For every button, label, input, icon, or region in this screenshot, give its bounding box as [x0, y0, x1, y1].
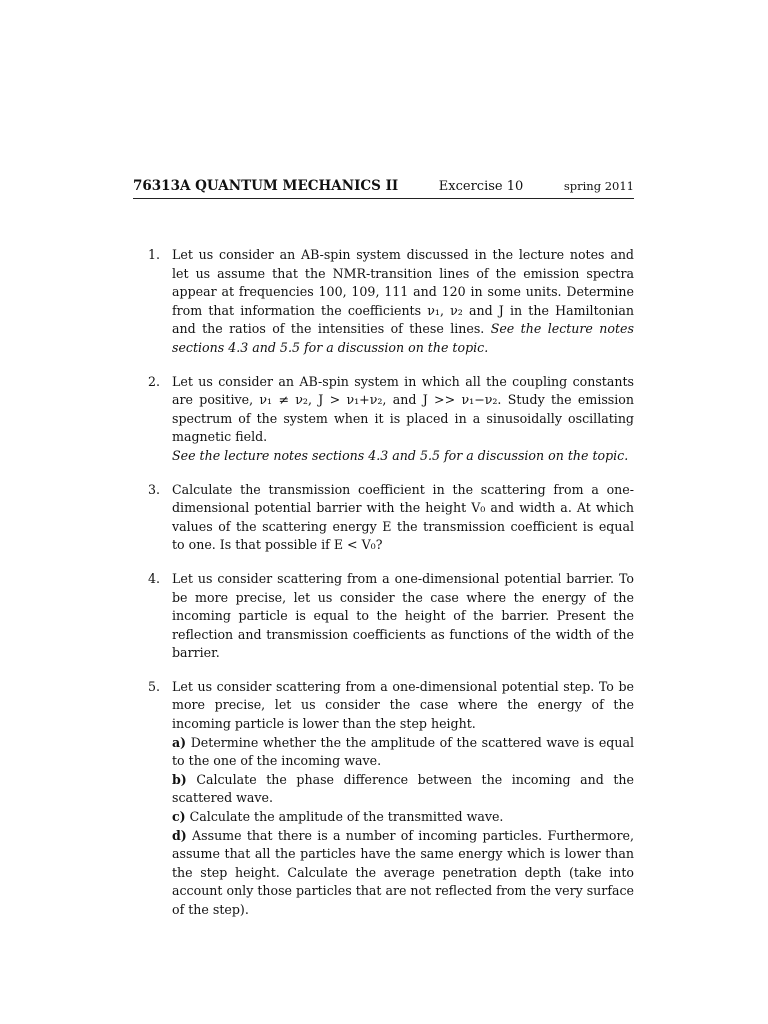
problem-1 — [148, 246, 634, 358]
subpart-label: a) — [172, 734, 187, 750]
problem-text: Let us consider scattering from a one-dimensional potential barrier. To be more precise, let us consider the case where the energy of the incoming particle is equal to the height of the barrier. Present the reflection and transmission coefficients as functions of the width of the barrier. — [172, 570, 634, 661]
excercise-number: Excercise 10 — [438, 179, 524, 194]
problem-text: Let us consider scattering from a one-dimensional potential step. To be more precise, let us consider the case where the energy of the incoming particle is lower than the step height. — [172, 678, 634, 732]
problem-list — [148, 246, 634, 935]
term: spring 2011 — [563, 179, 634, 193]
page-header — [133, 178, 634, 199]
problem-number: 4. — [148, 570, 161, 586]
subpart-label: d) — [172, 827, 187, 843]
problem-4 — [148, 570, 634, 663]
problem-text: Let us consider an AB-spin system in which all the coupling constants are positive, ν₁ ≠ ν₂, J > ν₁+ν₂, and J >> ν₁−ν₂. Study the emission spectrum of the system when it is placed in a sinusoidally oscillating magnetic field. — [172, 373, 634, 445]
subpart-b — [172, 771, 634, 808]
problem-number: 1. — [148, 247, 161, 262]
subpart-c — [172, 808, 634, 827]
problem-number: 2. — [148, 373, 161, 389]
subpart-text: Determine whether the the amplitude of the scattered wave is equal to the one of the incoming wave. — [172, 734, 634, 769]
problem-text: Let us consider an AB-spin system discussed in the lecture notes and let us assume that the NMR-transition lines of the emission spectra appear at frequencies 100, 109, 111 and 120 in some units. Determine from that information the coefficients ν₁, ν₂ and J in the Hamiltonian and the ratios of the intensities of these lines. — [172, 247, 634, 337]
problem-reference: See the lecture notes sections 4.3 and 5.5 for a discussion on the topic. — [172, 321, 634, 355]
problem-number: 5. — [148, 678, 161, 694]
subpart-text: Calculate the amplitude of the transmitted wave. — [189, 809, 504, 825]
course-title: 76313A QUANTUM MECHANICS II — [133, 178, 399, 194]
subpart-text: Assume that there is a number of incoming particles. Furthermore, assume that all the particles have the same energy which is lower than the step height. Calculate the average penetration depth (take into account only those particles that are not reflected from the very surface of the step). — [172, 827, 634, 917]
problem-text: Calculate the transmission coefficient in the scattering from a one-dimensional potential barrier with the height V₀ and width a. At which values of the scattering energy E the transmission coefficient is equal to one. Is that possible if E < V₀? — [172, 481, 634, 553]
subpart-d — [172, 827, 634, 920]
problem-3 — [148, 481, 634, 555]
subpart-a — [172, 734, 634, 771]
subpart-label: b) — [172, 771, 187, 787]
problem-number: 3. — [148, 481, 161, 497]
problem-2 — [148, 373, 634, 466]
problem-5 — [148, 678, 634, 920]
subpart-label: c) — [172, 809, 186, 825]
subpart-text: Calculate the phase difference between the incoming and the scattered wave. — [172, 771, 634, 806]
problem-reference: See the lecture notes sections 4.3 and 5.5 for a discussion on the topic. — [172, 447, 629, 463]
